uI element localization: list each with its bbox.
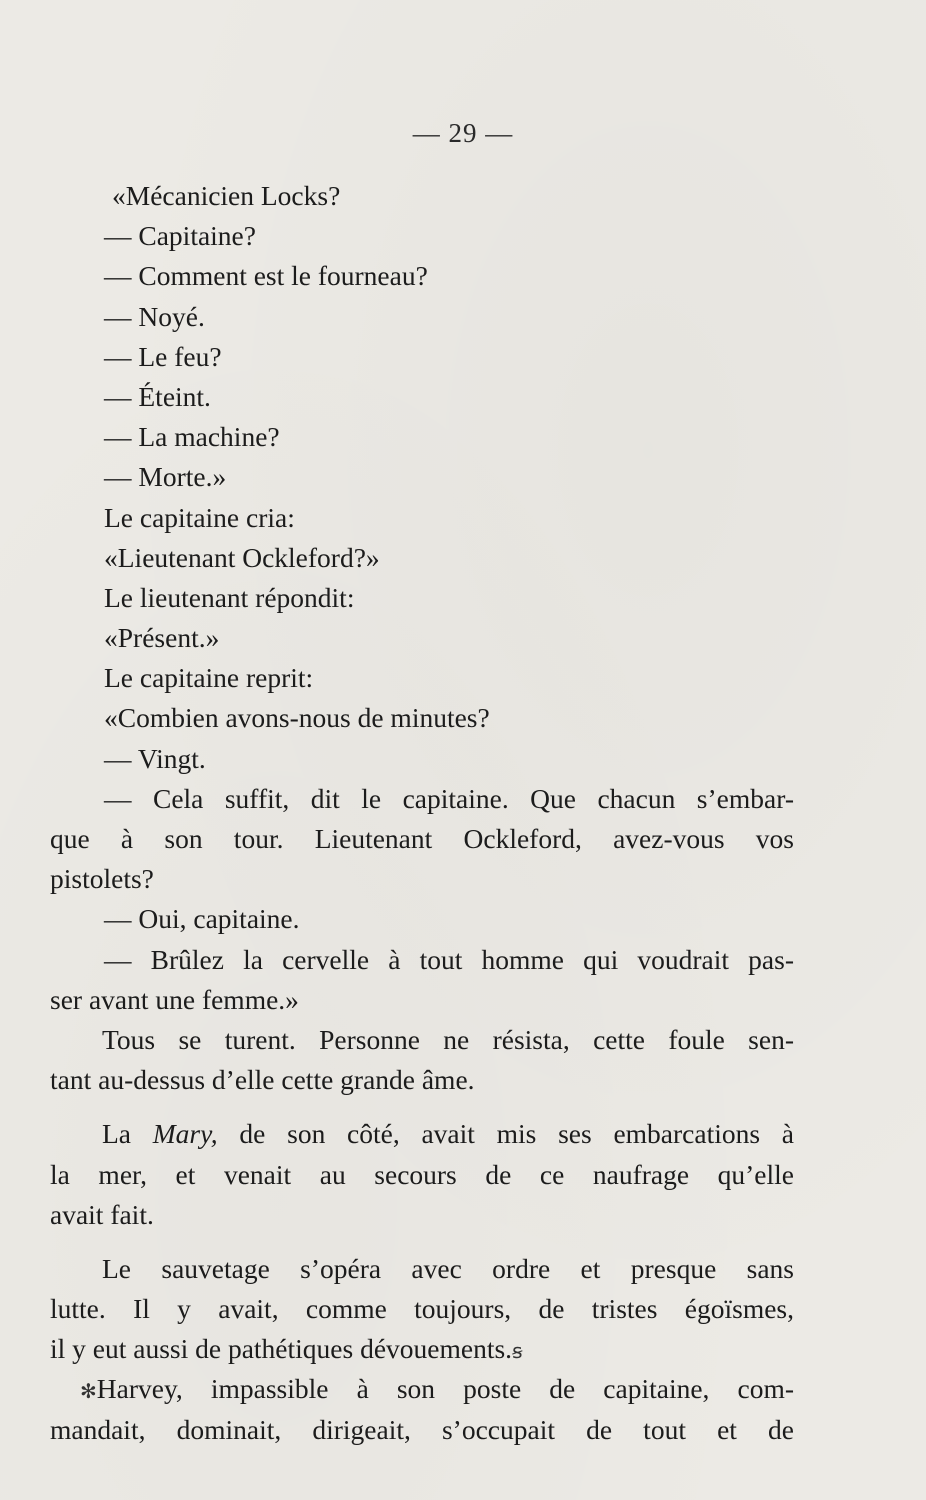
text-line: — Vingt. bbox=[104, 742, 206, 774]
text-line: «Mécanicien Locks? bbox=[112, 180, 341, 211]
margin-mark-icon: ✻ bbox=[80, 1381, 97, 1404]
ship-name-prefix: La bbox=[102, 1118, 132, 1150]
text-line: mandait, dominait, dirigeait, s’occupait de tout et de bbox=[50, 1413, 794, 1445]
text-line: lutte. Il y avait, comme toujours, de tristes égoïsmes, bbox=[50, 1293, 794, 1325]
paragraph-gap bbox=[50, 1235, 794, 1249]
text-line: «Lieutenant Ockleford?» bbox=[104, 541, 380, 573]
text-line: — Oui, capitaine. bbox=[104, 903, 300, 935]
text-line: pistolets? bbox=[50, 863, 154, 895]
text-line: «Présent.» bbox=[104, 622, 220, 654]
text-line bbox=[50, 1329, 794, 1369]
text-line: «Combien avons-nous de minutes? bbox=[104, 702, 490, 734]
ship-name: Mary, bbox=[152, 1118, 218, 1150]
text-fragment: Harvey, impassible à son poste de capitaine, com- bbox=[96, 1373, 794, 1405]
text-line: — Noyé. bbox=[104, 300, 205, 332]
text-fragment: il y eut aussi de pathétiques dévouements. bbox=[50, 1333, 513, 1365]
text-line: Le lieutenant répondit: bbox=[104, 581, 355, 613]
text-line: — Le feu? bbox=[104, 340, 222, 372]
text-line: ser avant une femme.» bbox=[50, 983, 299, 1015]
text-fragment: de son côté, avait mis ses embarcations à bbox=[239, 1118, 794, 1150]
text-line: la mer, et venait au secours de ce naufrage qu’elle bbox=[50, 1158, 794, 1190]
text-line: Le capitaine cria: bbox=[104, 501, 295, 533]
text-line: — Capitaine? bbox=[104, 220, 256, 252]
paragraph-gap bbox=[50, 1100, 794, 1114]
handwritten-mark: ꞩ bbox=[512, 1341, 523, 1364]
text-line: — Cela suffit, dit le capitaine. Que chacun s’embar- bbox=[104, 782, 794, 814]
text-line: Tous se turent. Personne ne résista, cette foule sen- bbox=[102, 1023, 794, 1055]
text-line: — Comment est le fourneau? bbox=[104, 260, 428, 292]
text-line bbox=[50, 1369, 794, 1409]
text-line: — La machine? bbox=[104, 421, 280, 453]
page-body bbox=[50, 176, 794, 1450]
text-line bbox=[50, 1114, 794, 1154]
text-line: — Éteint. bbox=[104, 380, 211, 412]
text-line: Le sauvetage s’opéra avec ordre et presque sans bbox=[102, 1252, 794, 1284]
text-line: Le capitaine reprit: bbox=[104, 662, 314, 694]
text-line: avait fait. bbox=[50, 1198, 154, 1230]
page-number: — 29 — bbox=[412, 118, 514, 148]
text-line: — Brûlez la cervelle à tout homme qui voudrait pas- bbox=[104, 943, 794, 975]
text-line: que à son tour. Lieutenant Ockleford, avez-vous vos bbox=[50, 823, 794, 854]
text-line: tant au-dessus d’elle cette grande âme. bbox=[50, 1064, 475, 1096]
text-line: — Morte.» bbox=[104, 461, 227, 493]
